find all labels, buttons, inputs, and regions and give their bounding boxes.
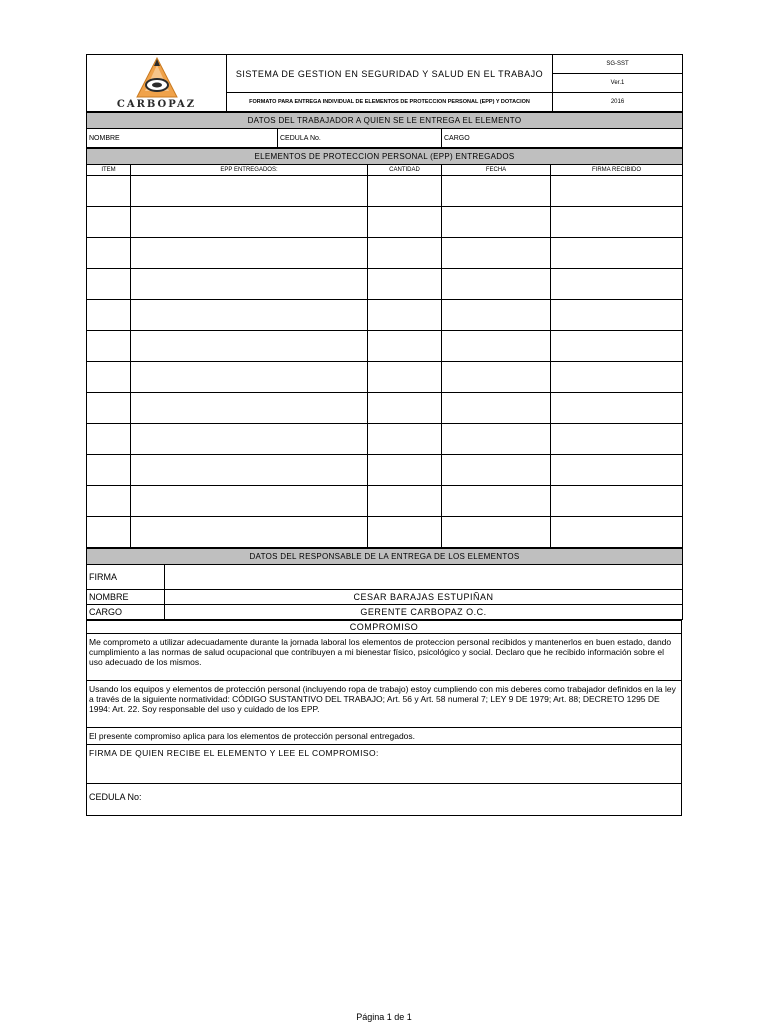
quantity-cell[interactable] <box>368 207 442 238</box>
date-cell[interactable] <box>442 486 551 517</box>
page-number: Página 1 de 1 <box>356 1012 412 1022</box>
date-cell[interactable] <box>442 393 551 424</box>
date-cell[interactable] <box>442 331 551 362</box>
responsible-role-label: CARGO <box>87 605 165 620</box>
signature-cell[interactable] <box>551 517 683 548</box>
item-cell[interactable] <box>87 393 131 424</box>
signature-cell[interactable] <box>551 455 683 486</box>
quantity-cell[interactable] <box>368 176 442 207</box>
doc-code: SG-SST <box>553 55 683 74</box>
responsible-sign-field[interactable] <box>165 565 683 590</box>
epp-cell[interactable] <box>131 300 368 331</box>
item-cell[interactable] <box>87 331 131 362</box>
epp-rows <box>87 176 683 548</box>
table-row <box>87 269 683 300</box>
epp-cell[interactable] <box>131 455 368 486</box>
receiver-sign-field[interactable]: FIRMA DE QUIEN RECIBE EL ELEMENTO Y LEE EL COMPROMISO: <box>87 745 682 784</box>
epp-cell[interactable] <box>131 176 368 207</box>
quantity-cell[interactable] <box>368 300 442 331</box>
epp-cell[interactable] <box>131 207 368 238</box>
date-cell[interactable] <box>442 362 551 393</box>
epp-delivery-form <box>86 54 682 816</box>
item-cell[interactable] <box>87 455 131 486</box>
epp-cell[interactable] <box>131 238 368 269</box>
epp-cell[interactable] <box>131 362 368 393</box>
date-cell[interactable] <box>442 424 551 455</box>
signature-cell[interactable] <box>551 269 683 300</box>
epp-cell[interactable] <box>131 424 368 455</box>
date-cell[interactable] <box>442 300 551 331</box>
signature-cell[interactable] <box>551 238 683 269</box>
table-row <box>87 176 683 207</box>
logo-text: CARBOPAZ <box>116 99 197 110</box>
signature-cell[interactable] <box>551 393 683 424</box>
epp-cell[interactable] <box>131 486 368 517</box>
signature-cell[interactable] <box>551 176 683 207</box>
item-cell[interactable] <box>87 238 131 269</box>
responsible-role-value: GERENTE CARBOPAZ O.C. <box>165 605 683 620</box>
responsible-section <box>86 548 683 620</box>
item-cell[interactable] <box>87 300 131 331</box>
epp-cell[interactable] <box>131 331 368 362</box>
item-cell[interactable] <box>87 362 131 393</box>
quantity-cell[interactable] <box>368 269 442 300</box>
worker-name-field[interactable]: NOMBRE <box>87 129 278 148</box>
table-row <box>87 238 683 269</box>
quantity-cell[interactable] <box>368 331 442 362</box>
worker-id-field[interactable]: CEDULA No. <box>278 129 442 148</box>
system-title: SISTEMA DE GESTION EN SEGURIDAD Y SALUD EN EL TRABAJO <box>227 55 553 93</box>
signature-cell[interactable] <box>551 207 683 238</box>
quantity-cell[interactable] <box>368 486 442 517</box>
worker-band: DATOS DEL TRABAJADOR A QUIEN SE LE ENTREGA EL ELEMENTO <box>87 113 683 129</box>
table-row <box>87 331 683 362</box>
item-cell[interactable] <box>87 269 131 300</box>
item-cell[interactable] <box>87 424 131 455</box>
date-cell[interactable] <box>442 176 551 207</box>
col-epp: EPP ENTREGADOS: <box>131 165 368 176</box>
quantity-cell[interactable] <box>368 238 442 269</box>
epp-band: ELEMENTOS DE PROTECCION PERSONAL (EPP) ENTREGADOS <box>87 149 683 165</box>
date-cell[interactable] <box>442 269 551 300</box>
quantity-cell[interactable] <box>368 362 442 393</box>
item-cell[interactable] <box>87 207 131 238</box>
responsible-band: DATOS DEL RESPONSABLE DE LA ENTREGA DE LOS ELEMENTOS <box>87 549 683 565</box>
worker-role-field[interactable]: CARGO <box>442 129 683 148</box>
table-row <box>87 362 683 393</box>
form-header <box>86 54 683 112</box>
quantity-cell[interactable] <box>368 517 442 548</box>
date-cell[interactable] <box>442 517 551 548</box>
col-quantity: CANTIDAD <box>368 165 442 176</box>
table-row <box>87 486 683 517</box>
quantity-cell[interactable] <box>368 393 442 424</box>
epp-cell[interactable] <box>131 517 368 548</box>
signature-cell[interactable] <box>551 331 683 362</box>
commitment-section <box>86 620 682 816</box>
commitment-heading: COMPROMISO <box>87 621 682 634</box>
table-row <box>87 393 683 424</box>
epp-table <box>86 148 683 548</box>
quantity-cell[interactable] <box>368 455 442 486</box>
date-cell[interactable] <box>442 455 551 486</box>
carbopaz-logo <box>89 55 224 111</box>
doc-year: 2016 <box>553 93 683 112</box>
table-row <box>87 207 683 238</box>
logo-cell <box>87 55 227 112</box>
commitment-paragraph-1: Me comprometo a utilizar adecuadamente durante la jornada laboral los elementos de proteccion personal recibidos y mantenerlos en buen estado, dando cumplimiento a las normas de salud ocupacional que contribuyen a mi bienestar físico, psicológico y social. Declaro que he recibido información sobre el uso adecuado de los mismos. <box>87 634 682 681</box>
responsible-sign-label: FIRMA <box>87 565 165 590</box>
table-row <box>87 455 683 486</box>
signature-cell[interactable] <box>551 486 683 517</box>
signature-cell[interactable] <box>551 424 683 455</box>
item-cell[interactable] <box>87 486 131 517</box>
responsible-name-label: NOMBRE <box>87 590 165 605</box>
date-cell[interactable] <box>442 207 551 238</box>
col-date: FECHA <box>442 165 551 176</box>
col-item: ITEM <box>87 165 131 176</box>
quantity-cell[interactable] <box>368 424 442 455</box>
epp-cell[interactable] <box>131 393 368 424</box>
date-cell[interactable] <box>442 238 551 269</box>
signature-cell[interactable] <box>551 362 683 393</box>
doc-version: Ver.1 <box>553 74 683 93</box>
signature-cell[interactable] <box>551 300 683 331</box>
commitment-paragraph-2: Usando los equipos y elementos de protección personal (incluyendo ropa de trabajo) estoy cumpliendo con mis deberes como trabajador definidos en la ley a través de la siguiente normatividad: CÓDIGO SUSTANTIVO DEL TRABAJO; Art. 56 y Art. 58 numeral 7; LEY 9 DE 1979; Art. 88; DECRETO 1295 DE 1994: Art. 22. Soy responsable del uso y cuidado de los EPP. <box>87 681 682 728</box>
col-signature: FIRMA RECIBIDO <box>551 165 683 176</box>
worker-section <box>86 112 683 148</box>
table-row <box>87 517 683 548</box>
item-cell[interactable] <box>87 176 131 207</box>
responsible-name-value: CESAR BARAJAS ESTUPIÑAN <box>165 590 683 605</box>
epp-cell[interactable] <box>131 269 368 300</box>
receiver-id-field[interactable]: CEDULA No: <box>87 784 682 816</box>
form-subtitle: FORMATO PARA ENTREGA INDIVIDUAL DE ELEMENTOS DE PROTECCION PERSONAL (EPP) Y DOTACION <box>227 93 553 112</box>
table-row <box>87 424 683 455</box>
item-cell[interactable] <box>87 517 131 548</box>
commitment-paragraph-3: El presente compromiso aplica para los elementos de protección personal entregados. <box>87 728 682 745</box>
table-row <box>87 300 683 331</box>
